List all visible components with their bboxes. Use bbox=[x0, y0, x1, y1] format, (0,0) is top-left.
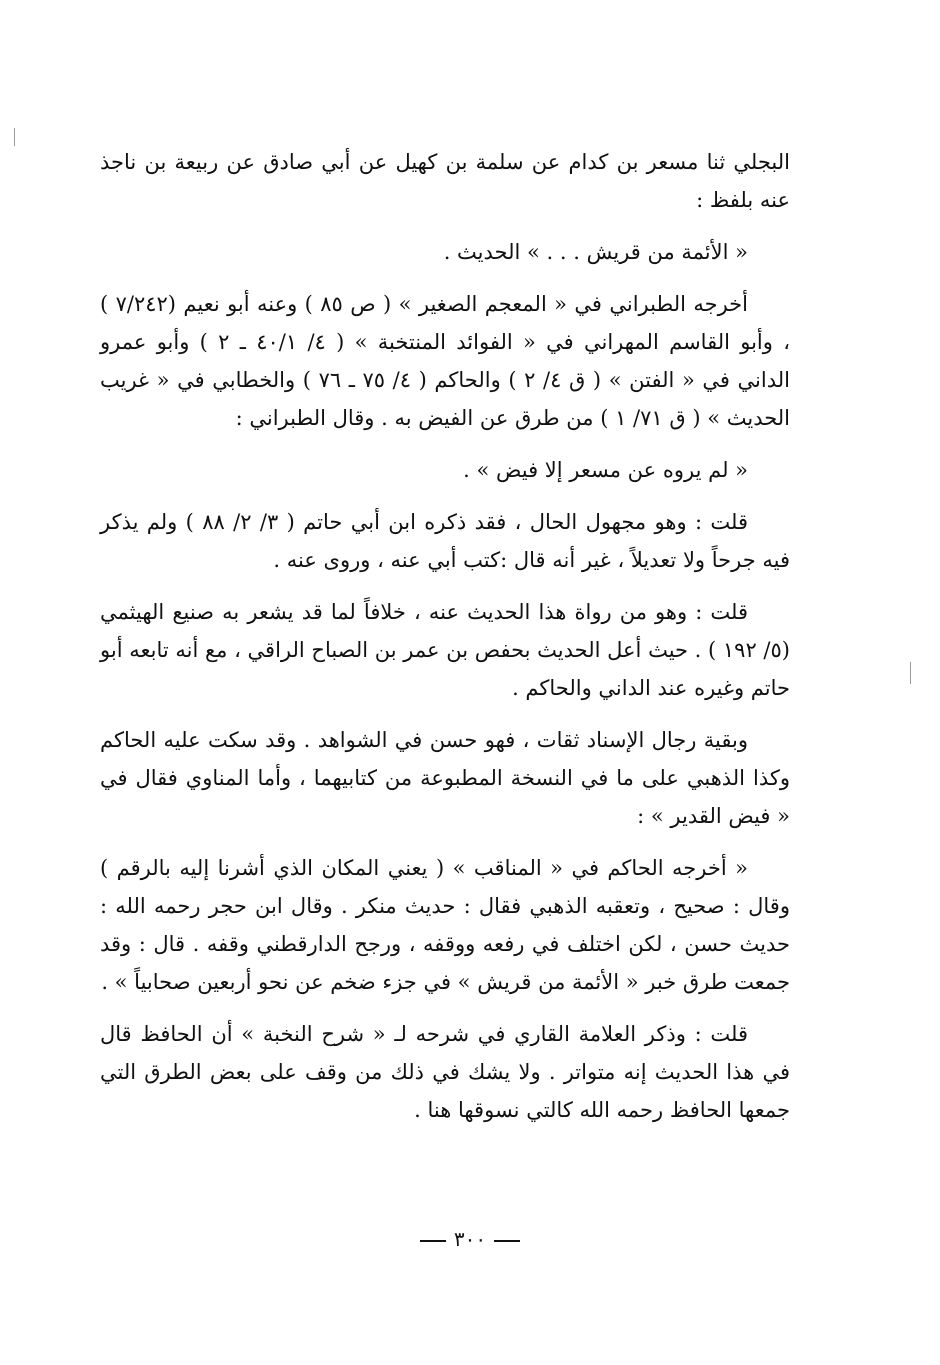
paragraph-isnad: البجلي ثنا مسعر بن كدام عن سلمة بن كهيل عن أبي صادق عن ربيعة بن ناجذ عنه بلفظ : bbox=[100, 150, 790, 212]
page-number-dash bbox=[420, 1240, 446, 1242]
scan-margin-mark bbox=[910, 662, 911, 684]
page-number-footer bbox=[0, 1224, 940, 1254]
page-body bbox=[100, 143, 790, 1143]
paragraph-majhul: قلت : وهو مجهول الحال ، فقد ذكره ابن أبي حاتم ( ٣/ ٢/ ٨٨ ) ولم يذكر فيه جرحاً ولا تعديلاً ، غير أنه قال :كتب أبي عنه ، وروى عنه . bbox=[100, 510, 790, 572]
scan-margin-mark bbox=[14, 128, 15, 146]
paragraph-haythami: قلت : وهو من رواة هذا الحديث عنه ، خلافاً لما قد يشعر به صنيع الهيثمي (٥/ ١٩٢ ) . حيث أعل الحديث بحفص بن عمر بن الصباح الراقي ، مع أنه تابعه أبو حاتم وغيره عند الداني والحاكم . bbox=[100, 600, 790, 700]
paragraph-mutawatir: قلت : وذكر العلامة القاري في شرحه لـ « شرح النخبة » أن الحافظ قال في هذا الحديث إنه متواتر . ولا يشك في ذلك من وقف على بعض الطرق التي جمعها الحافظ رحمه الله كالتي نسوقها هنا . bbox=[100, 1022, 790, 1122]
quote-hadith-text: « الأئمة من قريش . . . » الحديث . bbox=[443, 240, 748, 264]
quote-tabarani: « لم يروه عن مسعر إلا فيض » . bbox=[463, 458, 748, 482]
paragraph-takhrij: أخرجه الطبراني في « المعجم الصغير » ( ص ٨٥ ) وعنه أبو نعيم (٧/٢٤٢ ) ، وأبو القاسم المهراني في « الفوائد المنتخبة » ( ٤/ ٤٠/١ ـ ٢ ) وأبو عمرو الداني في « الفتن » ( ق ٤/ ٢ ) والحاكم ( ٤/ ٧٥ ـ ٧٦ ) والخطابي في « غريب الحديث » ( ق ٧١/ ١ ) من طرق عن الفيض به . وقال الطبراني : bbox=[100, 292, 790, 430]
paragraph-faid-quote: « أخرجه الحاكم في « المناقب » ( يعني المكان الذي أشرنا إليه بالرقم ) وقال : صحيح ، وتعقبه الذهبي فقال : حديث منكر . وقال ابن حجر رحمه الله : حديث حسن ، لكن اختلف في رفعه ووقفه ، ورجح الدارقطني وقفه . قال : وقد جمعت طرق خبر « الأئمة من قريش » في جزء ضخم عن نحو أربعين صحابياً » . bbox=[100, 856, 790, 994]
page-number: ٣٠٠ bbox=[453, 1227, 487, 1251]
page-number-dash bbox=[494, 1240, 520, 1242]
paragraph-rijal: وبقية رجال الإسناد ثقات ، فهو حسن في الشواهد . وقد سكت عليه الحاكم وكذا الذهبي على ما في النسخة المطبوعة من كتابيهما ، وأما المناوي فقال في « فيض القدير » : bbox=[100, 728, 790, 828]
